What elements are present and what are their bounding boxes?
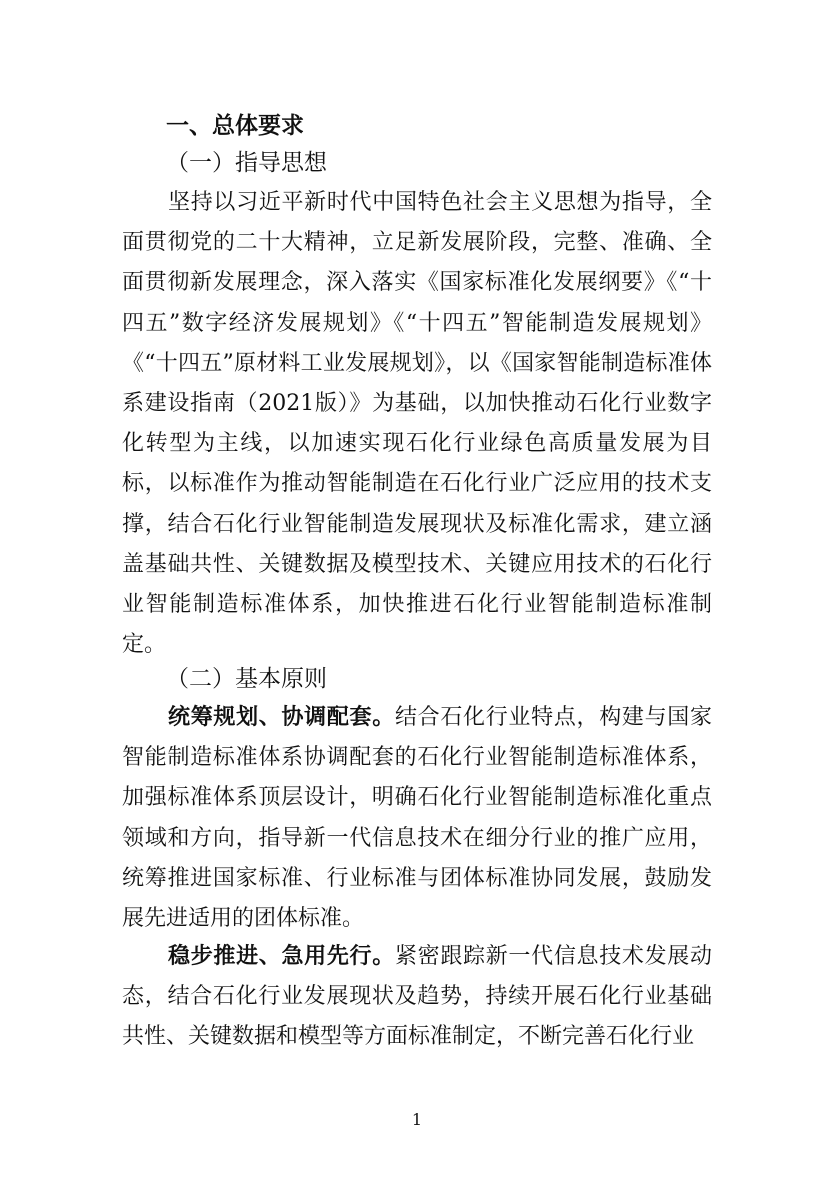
principle-title-progress: 稳步推进、急用先行。	[168, 944, 395, 969]
subsection-title-basic-principles: （二）基本原则	[166, 666, 327, 692]
principle-text-planning: 结合石化行业特点，构建与国家智能制造标准体系协调配套的石化行业智能制造标准体系，加强标准体系顶层设计，明确石化行业智能制造标准化重点领域和方向，指导新一代信息技术在细分行业的推广应用，统筹推进国家标准、行业标准与团体标准协同发展，鼓励发展先进适用的团体标准。	[122, 705, 712, 932]
subsection-title-guiding-ideology: （一）指导思想	[166, 150, 327, 176]
principle-title-planning: 统筹规划、协调配套。	[168, 705, 395, 730]
paragraph-principle-planning	[122, 698, 712, 939]
principle-text-progress: 紧密跟踪新一代信息技术发展动态，结合石化行业发展现状及趋势，持续开展石化行业基础共性、关键数据和模型等方面标准制定，不断完善石化行业	[122, 944, 712, 1050]
paragraph-principle-progress	[122, 937, 712, 1058]
paragraph-guiding-ideology: 坚持以习近平新时代中国特色社会主义思想为指导，全面贯彻党的二十大精神，立足新发展阶段，完整、准确、全面贯彻新发展理念，深入落实《国家标准化发展纲要》《“十四五”数字经济发展规划》《“十四五”智能制造发展规划》《“十四五”原材料工业发展规划》，以《国家智能制造标准体系建设指南（2021版）》为基础，以加快推动石化行业数字化转型为主线，以加速实现石化行业绿色高质量发展为目标，以标准作为推动智能制造在石化行业广泛应用的技术支撑，结合石化行业智能制造发展现状及标准化需求，建立涵盖基础共性、关键数据及模型技术、关键应用技术的石化行业智能制造标准体系，加快推进石化行业智能制造标准制定。	[122, 190, 712, 658]
section-title: 一、总体要求	[166, 113, 304, 139]
page-number: 1	[411, 1110, 423, 1129]
